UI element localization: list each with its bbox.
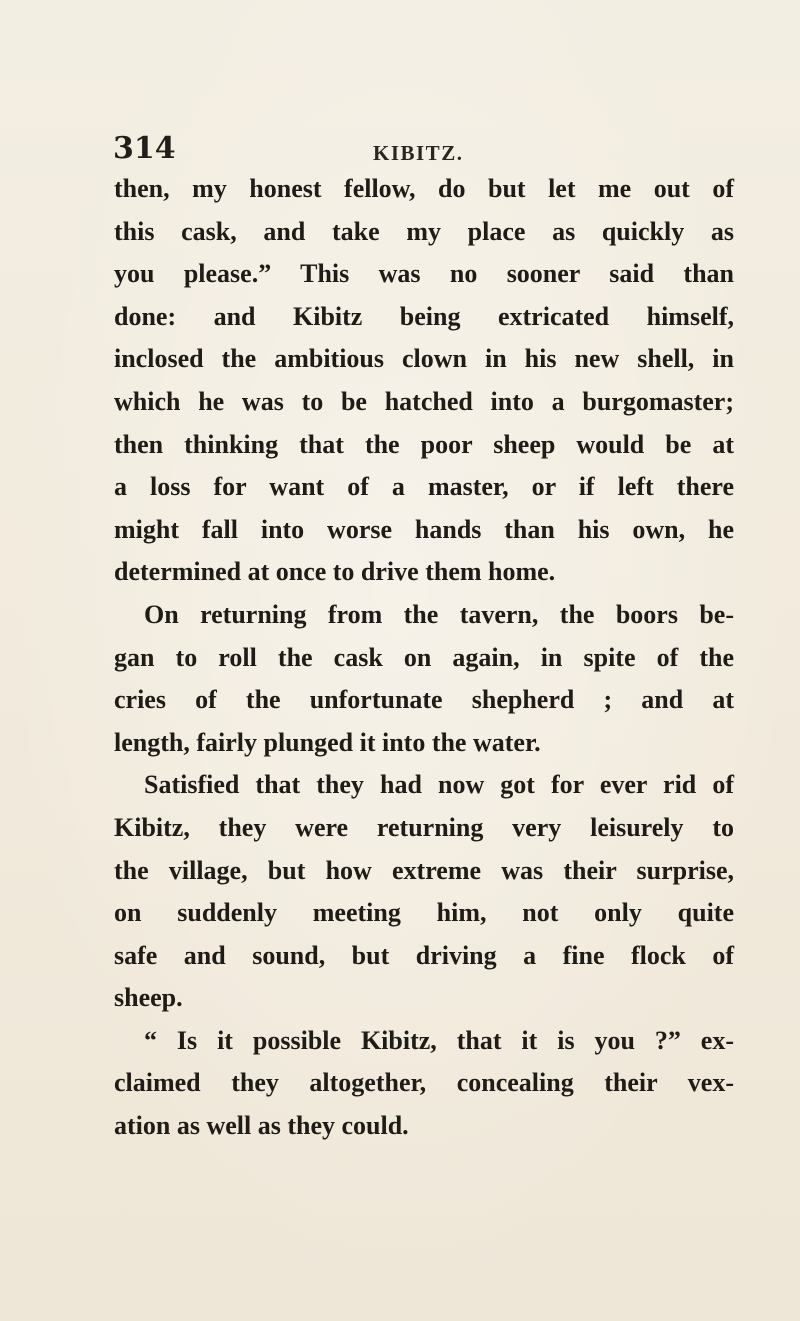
text-line: cries of the unfortunate shepherd ; and at [114, 685, 734, 715]
text-line: claimed they altogether, concealing their vex- [114, 1068, 734, 1098]
text-line: then thinking that the poor sheep would be at [114, 429, 734, 459]
text-line: on suddenly meeting him, not only quite [114, 898, 734, 928]
text-line: Kibitz, they were returning very leisurely to [114, 812, 734, 842]
text-line: gan to roll the cask on again, in spite of the [114, 642, 734, 672]
text-line: safe and sound, but driving a fine flock of [114, 940, 734, 970]
page-header [113, 132, 723, 172]
text-line: ation as well as they could. [114, 1111, 409, 1141]
text-line: which he was to be hatched into a burgomaster; [114, 386, 734, 416]
text-line: a loss for want of a master, or if left there [114, 472, 734, 502]
text-line: determined at once to drive them home. [114, 557, 556, 587]
text-line: “ Is it possible Kibitz, that it is you ?” ex- [144, 1025, 734, 1055]
running-head: KIBITZ. [373, 141, 464, 165]
text-line: length, fairly plunged it into the water. [114, 727, 541, 757]
text-line: done: and Kibitz being extricated himself, [114, 301, 734, 331]
text-line: you please.” This was no sooner said than [114, 259, 734, 289]
text-line: On returning from the tavern, the boors be- [144, 599, 734, 629]
page-number: 314 [113, 131, 176, 166]
text-line: sheep. [114, 983, 183, 1013]
text-line: Satisfied that they had now got for ever rid of [144, 770, 734, 800]
text-line: inclosed the ambitious clown in his new shell, in [114, 344, 734, 374]
text-line: then, my honest fellow, do but let me out of [114, 174, 734, 203]
text-line: this cask, and take my place as quickly as [114, 216, 734, 246]
text-line: might fall into worse hands than his own, he [114, 514, 734, 544]
text-line: the village, but how extreme was their surprise, [114, 855, 734, 885]
body-text [114, 168, 734, 1148]
